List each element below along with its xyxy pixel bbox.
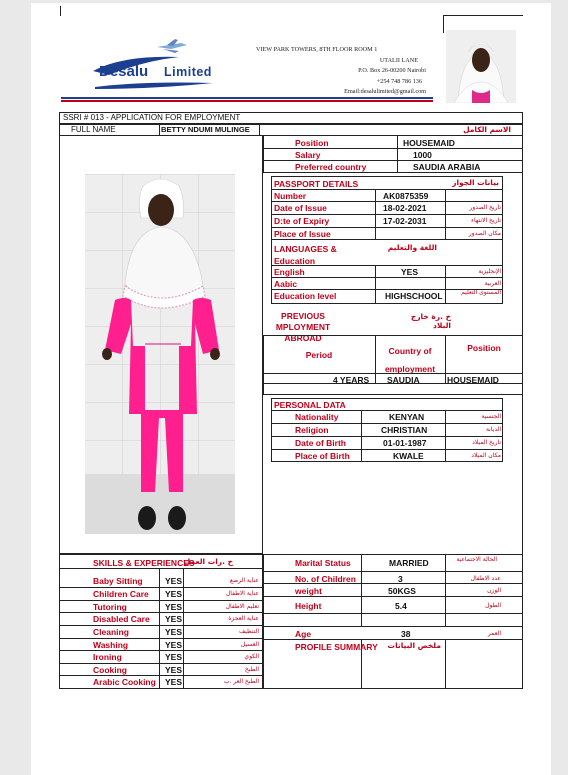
salary-value: 1000	[413, 150, 432, 160]
company-address	[246, 45, 426, 98]
header-bar	[61, 100, 433, 102]
children-arabic: عدد الاطفال	[470, 575, 501, 582]
form-title: SSRI # 013 - APPLICATION FOR EMPLOYMENT	[63, 113, 241, 122]
skill-label: Disabled Care	[93, 614, 150, 624]
place-of-issue-arabic: مكان الصدور	[468, 230, 501, 237]
education-level-label: Education level	[274, 291, 337, 301]
divider	[263, 160, 523, 161]
divider	[59, 650, 263, 651]
skill-arabic: تعليم الاطفال	[225, 603, 259, 610]
skill-value: YES	[165, 576, 183, 586]
divider	[263, 639, 523, 640]
divider	[271, 201, 503, 202]
position-value: HOUSEMAID	[403, 138, 455, 148]
education-level-value: HIGHSCHOOL	[385, 291, 443, 301]
children-value: 3	[398, 574, 403, 584]
personal-data-heading: PERSONAL DATA	[274, 400, 346, 410]
employment-position-value: HOUSEMAID	[447, 375, 499, 385]
passport-number-value: AK0875359	[383, 191, 429, 201]
date-of-issue-label: Date of Issue	[274, 203, 327, 213]
skill-label: Ironing	[93, 652, 122, 662]
height-label: Height	[295, 601, 322, 611]
skill-arabic: عناية الاطفال	[225, 590, 259, 597]
skill-value: YES	[165, 627, 183, 637]
full-name-value: BETTY NDUMI MULINGE	[161, 125, 250, 134]
religion-label: Religion	[295, 425, 329, 435]
skill-label: Children Care	[93, 589, 149, 599]
address-line: +254 748 786 136	[376, 77, 422, 85]
address-line: P.O. Box 26-00200 Nairobi	[358, 67, 426, 75]
divider	[59, 663, 263, 664]
languages-heading: LANGUAGES & Education	[274, 244, 337, 266]
passport-heading: PASSPORT DETAILS	[274, 179, 359, 189]
divider	[271, 423, 503, 424]
divider	[271, 277, 503, 278]
skill-label: Baby Sitting	[93, 576, 143, 586]
skill-arabic: الغسيل	[240, 641, 259, 648]
height-value: 5.4	[395, 601, 407, 611]
skill-label: Tutoring	[93, 602, 127, 612]
divider	[271, 214, 503, 215]
divider	[271, 189, 503, 190]
skill-arabic: التنظيف	[238, 628, 259, 635]
skill-arabic: عناية العجزة	[228, 615, 259, 622]
employment-empty-row	[263, 384, 523, 395]
divider	[445, 410, 446, 462]
application-page	[31, 3, 551, 775]
full-body-photo	[85, 174, 235, 534]
divider	[263, 571, 523, 572]
marital-status-label: Marital Status	[295, 558, 351, 568]
marital-status-arabic: الحالة الاجتماعية	[456, 556, 497, 563]
languages-heading-arabic: اللغة والتعليم	[387, 243, 437, 252]
preferred-country-label: Preferred country	[295, 162, 367, 172]
crop-mark	[443, 15, 523, 16]
age-label: Age	[295, 629, 312, 639]
divider	[59, 675, 263, 676]
divider	[259, 124, 260, 136]
divider	[263, 148, 523, 149]
divider	[263, 626, 523, 627]
skill-value: YES	[165, 665, 183, 675]
preferred-country-value: SAUDIA ARABIA	[413, 162, 481, 172]
divider	[59, 568, 263, 569]
divider	[445, 265, 446, 304]
company-name: Desalu	[99, 63, 149, 80]
religion-arabic: الديانة	[485, 426, 501, 433]
date-of-birth-label: Date of Birth	[295, 438, 346, 448]
weight-label: weight	[295, 586, 322, 596]
period-header: Period	[305, 350, 333, 360]
nationality-value: KENYAN	[389, 412, 425, 422]
date-of-expiry-label: D:te of Expiry	[274, 216, 330, 226]
company-suffix: Limited	[164, 65, 212, 79]
divider	[271, 227, 503, 228]
english-value: YES	[401, 267, 419, 277]
skill-value: YES	[165, 677, 183, 687]
age-arabic: العمر	[487, 630, 501, 637]
divider	[271, 436, 503, 437]
height-arabic: الطول	[485, 602, 501, 609]
employment-country-value: SAUDIA	[387, 375, 420, 385]
passport-heading-arabic: بيانات الجواز	[452, 178, 499, 187]
place-of-birth-value: KWALE	[393, 451, 424, 461]
skills-heading: SKILLS & EXPERIENCES	[93, 558, 195, 568]
profile-summary-label: PROFILE SUMMARY	[295, 642, 378, 652]
divider	[59, 638, 263, 639]
divider	[263, 613, 523, 614]
divider	[59, 612, 263, 613]
divider	[263, 596, 523, 597]
nationality-arabic: الجنسية	[481, 413, 501, 420]
divider	[445, 639, 446, 689]
full-name-label: FULL NAME	[71, 125, 116, 134]
religion-value: CHRISTIAN	[381, 425, 428, 435]
salary-label: Salary	[295, 150, 321, 160]
date-of-issue-value: 18-02-2021	[383, 203, 427, 213]
skill-arabic: الطبخ العر .ب	[223, 678, 259, 685]
divider	[445, 554, 446, 626]
position-label: Position	[295, 138, 329, 148]
previous-employment-heading-arabic: خ .رة خارج البلاد	[410, 312, 451, 330]
weight-arabic: الوزن	[487, 587, 501, 594]
position-header: Position	[467, 343, 501, 353]
divider	[397, 136, 398, 173]
skill-value: YES	[165, 640, 183, 650]
arabic-label: Aabic	[274, 279, 298, 289]
skill-label: Arabic Cooking	[93, 677, 156, 687]
header-bar	[61, 97, 433, 99]
date-of-issue-arabic: تاريخ الصدور	[469, 204, 501, 211]
skill-value: YES	[165, 614, 183, 624]
english-arabic: الإنجليزية	[478, 268, 501, 275]
previous-employment-heading: PREVIOUS MPLOYMENT ABROAD	[275, 311, 331, 343]
place-of-birth-arabic: مكان الميلاد	[471, 452, 501, 459]
date-of-expiry-arabic: تاريخ الانتهاء	[471, 217, 501, 224]
divider	[59, 600, 263, 601]
marital-status-value: MARRIED	[389, 558, 429, 568]
date-of-birth-arabic: تاريخ الميلاد	[472, 439, 501, 446]
crop-mark	[443, 15, 444, 33]
passport-number-label: Number	[274, 191, 307, 201]
skill-value: YES	[165, 652, 183, 662]
weight-value: 50KGS	[388, 586, 416, 596]
skill-arabic: عناية الرضع	[229, 577, 259, 584]
divider	[59, 587, 263, 588]
profile-summary-arabic: ملخص البيانات	[387, 641, 441, 650]
skill-label: Cleaning	[93, 627, 129, 637]
nationality-label: Nationality	[295, 412, 339, 422]
divider	[361, 410, 362, 462]
divider	[271, 410, 503, 411]
skill-value: YES	[165, 589, 183, 599]
skill-label: Cooking	[93, 665, 127, 675]
children-label: No. of Children	[295, 574, 356, 584]
skill-value: YES	[165, 602, 183, 612]
full-name-arabic: الاسم الكامل	[463, 125, 511, 134]
address-line: UTALII LANE	[379, 56, 418, 64]
address-line: VIEW PARK TOWERS, 8TH FLOOR ROOM 1	[256, 46, 378, 53]
age-value: 38	[401, 629, 411, 639]
skill-arabic: الطبخ	[244, 666, 259, 673]
skills-heading-arabic: خ .رات العمل	[183, 557, 233, 566]
date-of-birth-value: 01-01-1987	[383, 438, 427, 448]
employment-period-value: 4 YEARS	[333, 375, 370, 385]
place-of-birth-label: Place of Birth	[295, 451, 350, 461]
skill-arabic: الكوي	[244, 653, 259, 660]
divider	[59, 625, 263, 626]
divider	[445, 189, 446, 240]
education-level-arabic: المستوى التعليم	[461, 289, 501, 296]
divider	[159, 124, 160, 136]
headshot-photo	[446, 30, 516, 103]
divider	[361, 554, 362, 626]
divider	[375, 265, 376, 304]
divider	[375, 189, 376, 240]
address-line: Email:desalulimited@gmail.com	[344, 88, 426, 96]
english-label: English	[274, 267, 305, 277]
arabic-arabic: العربية	[484, 280, 501, 287]
place-of-issue-label: Place of Issue	[274, 229, 331, 239]
divider	[271, 449, 503, 450]
date-of-expiry-value: 17-02-2031	[383, 216, 427, 226]
country-header: Country of employment	[384, 346, 436, 374]
skill-label: Washing	[93, 640, 129, 650]
crop-mark	[60, 6, 61, 16]
